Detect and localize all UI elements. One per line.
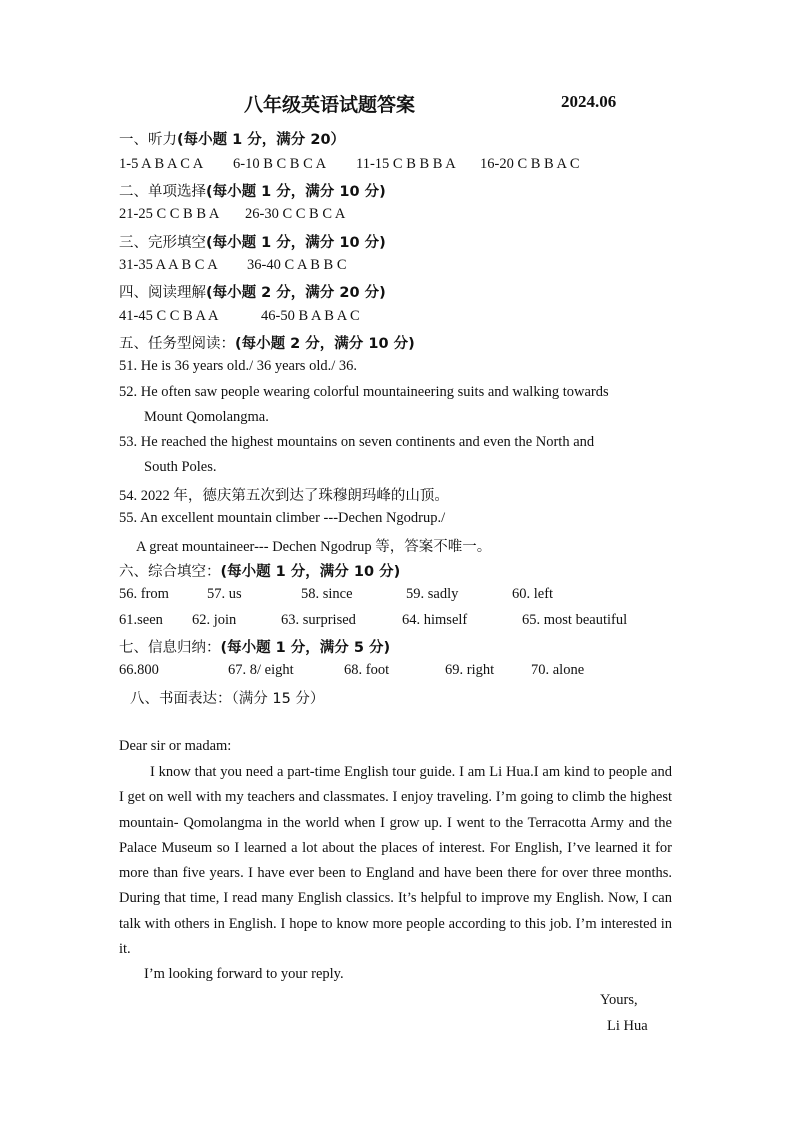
answer-item: 62. join [192,612,237,628]
essay-closing: Yours, [600,992,638,1008]
page-title: 八年级英语试题答案 [244,94,416,116]
section-4-header [119,281,386,302]
essay-body: I know that you need a part-time English tour guide. I am Li Hua.I am kind to people and I get on well with my teachers and classmates. I enjoy traveling. I’m going to climb the highest mountain- Qomolangma in the world when I grow up. I went to the Terracotta Army and the Palace Museum so I learned a lot about the places of interest. For English, I’ve learned it for more than five years. I have ever been to England and have been there for over three months. During that time, I read many English classics. It’s helpful to improve my English. Now, I can talk with others in English. I hope to know more people according to this job. I’m interested in it. [119,764,672,958]
answer-item: 63. surprised [281,612,356,628]
section-2-header [119,180,386,201]
section-3-answers [119,257,347,274]
section-title: 五、任务型阅读： [119,336,235,352]
answer-group: 6-10 B C B C A [233,156,327,172]
answer-55-line-1: 55. An excellent mountain climber ---Dechen Ngodrup./ [119,510,446,526]
section-7-answers [119,662,584,679]
section-4-answers [119,308,360,325]
answer-53-line-1: 53. He reached the highest mountains on seven continents and even the North and [119,434,595,450]
essay-closing-line: I’m looking forward to your reply. [144,966,344,982]
answer-item: 61.seen [119,612,163,628]
answer-group: 16-20 C B B A C [480,156,580,172]
answer-group: 11-15 C B B B A [356,156,456,172]
section-1-answers [119,156,580,173]
section-title: 六、综合填空： [119,564,221,580]
section-7-header [119,636,390,657]
section-title: 一、听力 [119,132,177,148]
answer-54: 54. 2022 年，德庆第五次到达了珠穆朗玛峰的山顶。 [119,488,449,504]
answer-item: 70. alone [531,662,585,678]
answer-item: 66.800 [119,662,159,678]
answer-52-line-1: 52. He often saw people wearing colorful mountaineering suits and walking towards [119,384,609,400]
section-6-row-2 [119,612,627,629]
section-title: 三、完形填空 [119,235,206,251]
section-points: (每小题 1 分，满分 10 分) [206,184,386,200]
answer-item: 56. from [119,586,169,602]
section-title: 二、单项选择 [119,184,206,200]
answer-item: 65. most beautiful [522,612,628,628]
answer-group: 21-25 C C B B A [119,206,220,222]
section-points: (每小题 2 分，满分 20 分) [206,285,386,301]
answer-item: 68. foot [344,662,390,678]
answer-item: 69. right [445,662,495,678]
answer-55-line-2: A great mountaineer--- Dechen Ngodrup 等，答案不唯一。 [136,539,492,555]
answer-52-line-2: Mount Qomolangma. [144,409,269,425]
answer-group: 41-45 C C B A A [119,308,219,324]
answer-item: 67. 8/ eight [228,662,294,678]
answer-group: 1-5 A B A C A [119,156,204,172]
section-points: (每小题 1 分，满分 5 分) [220,640,391,656]
exam-date: 2024.06 [561,92,617,111]
answer-51: 51. He is 36 years old./ 36 years old./ 36. [119,358,358,374]
section-title: 四、阅读理解 [119,285,206,301]
section-points: (每小题 1 分，满分 20） [177,132,346,148]
section-title: 七、信息归纳： [119,640,221,656]
title-row [0,90,794,116]
section-8-header: 八、书面表达：（满分 15 分） [130,691,325,707]
section-5-header [119,332,415,353]
section-3-header [119,231,386,252]
answer-group: 26-30 C C B C A [245,206,346,222]
section-6-header [119,560,400,581]
answer-group: 31-35 A A B C A [119,257,218,273]
answer-item: 58. since [301,586,353,602]
answer-group: 36-40 C A B B C [247,257,347,273]
answer-53-line-2: South Poles. [144,459,217,475]
section-points: (每小题 1 分，满分 10 分) [206,235,386,251]
answer-item: 57. us [207,586,242,602]
essay-greeting: Dear sir or madam: [119,738,232,754]
section-6-row-1 [119,586,553,603]
section-points: (每小题 1 分，满分 10 分) [220,564,401,580]
answer-item: 59. sadly [406,586,459,602]
essay-signature: Li Hua [607,1018,648,1034]
answer-item: 64. himself [402,612,468,628]
section-points: (每小题 2 分，满分 10 分) [235,336,415,352]
answer-group: 46-50 B A B A C [261,308,360,324]
section-2-answers [119,206,345,223]
answer-item: 60. left [512,586,554,602]
section-1-header [119,128,345,149]
